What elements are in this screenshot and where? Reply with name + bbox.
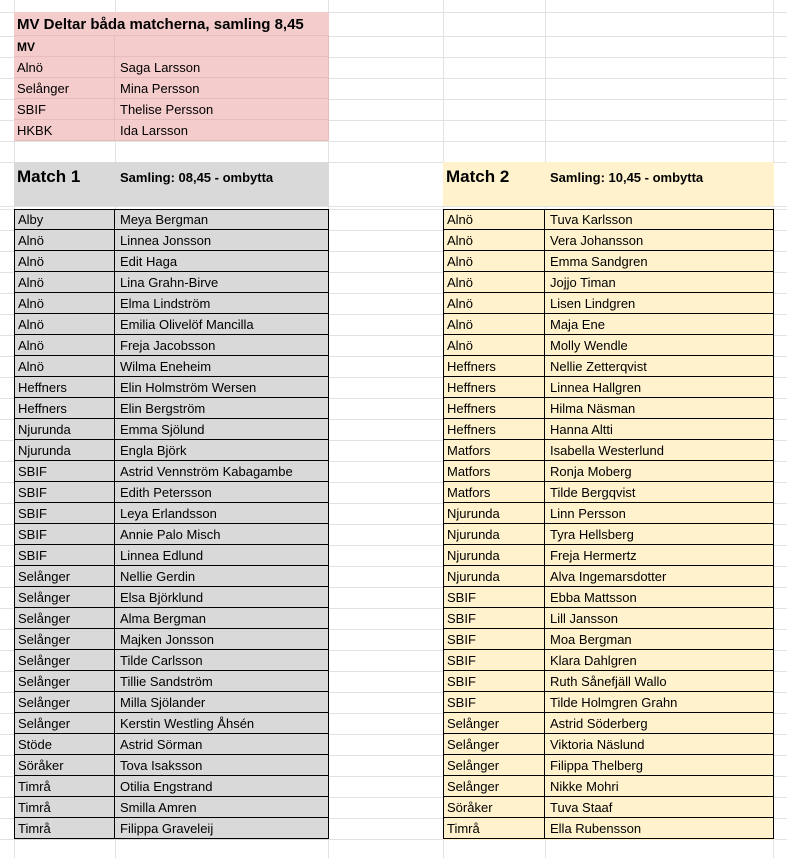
table-row: [443, 398, 774, 419]
player-name-cell[interactable]: Nellie Gerdin: [115, 566, 329, 587]
player-name-cell[interactable]: Majken Jonsson: [115, 629, 329, 650]
table-row: [14, 713, 329, 734]
club-cell[interactable]: Selånger: [14, 650, 115, 671]
table-row: [443, 272, 774, 293]
table-row: [443, 377, 774, 398]
player-name-cell[interactable]: Elin Holmström Wersen: [115, 377, 329, 398]
table-row: [14, 440, 329, 461]
club-cell[interactable]: Heffners: [443, 398, 545, 419]
player-name-cell[interactable]: Engla Björk: [115, 440, 329, 461]
club-cell[interactable]: Selånger: [14, 713, 115, 734]
match1-samling[interactable]: Samling: 08,45 - ombytta: [120, 169, 274, 185]
table-row: [443, 713, 774, 734]
player-name-cell[interactable]: Annie Palo Misch: [115, 524, 329, 545]
club-cell[interactable]: Alnö: [443, 230, 545, 251]
player-name-cell[interactable]: Mina Persson: [115, 78, 329, 99]
table-row: [14, 692, 329, 713]
player-name-cell[interactable]: Astrid Vennström Kabagambe: [115, 461, 329, 482]
club-cell[interactable]: Alnö: [14, 335, 115, 356]
player-name-cell[interactable]: Tyra Hellsberg: [545, 524, 774, 545]
table-row: [14, 120, 329, 141]
table-row: [443, 356, 774, 377]
player-name-cell[interactable]: Ida Larsson: [115, 120, 329, 141]
player-name-cell[interactable]: Freja Hermertz: [545, 545, 774, 566]
club-cell[interactable]: Alnö: [14, 251, 115, 272]
club-cell[interactable]: Alnö: [14, 57, 115, 78]
player-name-cell[interactable]: Tilde Holmgren Grahn: [545, 692, 774, 713]
player-name-cell[interactable]: Molly Wendle: [545, 335, 774, 356]
table-row: [14, 545, 329, 566]
club-cell[interactable]: Söråker: [443, 797, 545, 818]
club-cell[interactable]: Stöde: [14, 734, 115, 755]
match2-header: [443, 162, 774, 206]
club-cell[interactable]: Matfors: [443, 461, 545, 482]
player-name-cell[interactable]: Lisen Lindgren: [545, 293, 774, 314]
player-name-cell[interactable]: Smilla Amren: [115, 797, 329, 818]
club-cell[interactable]: SBIF: [14, 99, 115, 120]
player-name-cell[interactable]: Tuva Karlsson: [545, 209, 774, 230]
club-cell[interactable]: SBIF: [14, 503, 115, 524]
player-name-cell[interactable]: Hanna Altti: [545, 419, 774, 440]
table-row: [14, 377, 329, 398]
player-name-cell[interactable]: Alva Ingemarsdotter: [545, 566, 774, 587]
table-row: [14, 755, 329, 776]
club-cell[interactable]: Selånger: [14, 587, 115, 608]
player-name-cell[interactable]: Moa Bergman: [545, 629, 774, 650]
table-row: [443, 818, 774, 839]
club-cell[interactable]: Alnö: [14, 314, 115, 335]
player-name-cell[interactable]: Wilma Eneheim: [115, 356, 329, 377]
club-cell[interactable]: Alnö: [14, 293, 115, 314]
club-cell[interactable]: Selånger: [14, 671, 115, 692]
table-row: [443, 440, 774, 461]
player-name-cell[interactable]: Lill Jansson: [545, 608, 774, 629]
table-row: [443, 776, 774, 797]
table-row: [443, 335, 774, 356]
club-cell[interactable]: Matfors: [443, 482, 545, 503]
club-cell[interactable]: HKBK: [14, 120, 115, 141]
club-cell[interactable]: Selånger: [443, 713, 545, 734]
table-row: [14, 419, 329, 440]
player-name-cell[interactable]: Linn Persson: [545, 503, 774, 524]
club-cell[interactable]: Selånger: [14, 692, 115, 713]
player-name-cell[interactable]: Leya Erlandsson: [115, 503, 329, 524]
table-row: [443, 671, 774, 692]
player-name-cell[interactable]: Emilia Olivelöf Mancilla: [115, 314, 329, 335]
club-cell[interactable]: Alnö: [443, 335, 545, 356]
player-name-cell[interactable]: Meya Bergman: [115, 209, 329, 230]
club-cell[interactable]: Alnö: [14, 272, 115, 293]
player-name-cell[interactable]: Tuva Staaf: [545, 797, 774, 818]
match1-table: [14, 209, 329, 840]
table-row: [14, 251, 329, 272]
table-row: [443, 566, 774, 587]
table-row: [14, 629, 329, 650]
club-cell[interactable]: Timrå: [14, 797, 115, 818]
player-name-cell[interactable]: Tilde Bergqvist: [545, 482, 774, 503]
club-cell[interactable]: Alnö: [443, 293, 545, 314]
player-name-cell[interactable]: Edit Haga: [115, 251, 329, 272]
table-row: [14, 650, 329, 671]
table-row: [14, 293, 329, 314]
club-cell[interactable]: Njurunda: [443, 503, 545, 524]
table-row: [443, 608, 774, 629]
table-row: [443, 230, 774, 251]
table-row: [443, 503, 774, 524]
match1-title[interactable]: Match 1: [17, 167, 81, 186]
table-row: [14, 482, 329, 503]
player-name-cell[interactable]: Elin Bergström: [115, 398, 329, 419]
player-name-cell[interactable]: Ella Rubensson: [545, 818, 774, 839]
table-row: [14, 587, 329, 608]
club-cell[interactable]: Njurunda: [14, 419, 115, 440]
club-cell[interactable]: SBIF: [443, 650, 545, 671]
club-cell[interactable]: Alnö: [14, 356, 115, 377]
player-name-cell[interactable]: Edith Petersson: [115, 482, 329, 503]
club-cell[interactable]: SBIF: [443, 587, 545, 608]
table-row: [14, 461, 329, 482]
club-cell[interactable]: Matfors: [443, 440, 545, 461]
player-name-cell[interactable]: Tillie Sandström: [115, 671, 329, 692]
club-cell[interactable]: Alnö: [443, 314, 545, 335]
table-row: [14, 314, 329, 335]
table-row: [14, 209, 329, 230]
player-name-cell[interactable]: Elma Lindström: [115, 293, 329, 314]
club-cell[interactable]: Selånger: [443, 755, 545, 776]
club-cell[interactable]: Heffners: [14, 377, 115, 398]
table-row: [14, 524, 329, 545]
player-name-cell[interactable]: Astrid Sörman: [115, 734, 329, 755]
club-cell[interactable]: Njurunda: [443, 566, 545, 587]
player-name-cell[interactable]: Nellie Zetterqvist: [545, 356, 774, 377]
table-row: [14, 818, 329, 839]
table-row: [14, 356, 329, 377]
club-cell[interactable]: Njurunda: [14, 440, 115, 461]
club-cell[interactable]: Söråker: [14, 755, 115, 776]
table-row: [14, 734, 329, 755]
table-row: [14, 398, 329, 419]
match2-samling[interactable]: Samling: 10,45 - ombytta: [550, 169, 704, 185]
player-name-cell[interactable]: Freja Jacobsson: [115, 335, 329, 356]
player-name-cell[interactable]: Linnea Hallgren: [545, 377, 774, 398]
club-cell[interactable]: Alnö: [443, 209, 545, 230]
player-name-cell[interactable]: Jojjo Timan: [545, 272, 774, 293]
table-row: [14, 797, 329, 818]
player-name-cell[interactable]: Nikke Mohri: [545, 776, 774, 797]
player-name-cell[interactable]: Emma Sandgren: [545, 251, 774, 272]
club-cell[interactable]: SBIF: [14, 482, 115, 503]
club-cell[interactable]: Heffners: [443, 419, 545, 440]
table-row: [14, 272, 329, 293]
club-cell[interactable]: Heffners: [14, 398, 115, 419]
mv-title[interactable]: MV Deltar båda matcherna, samling 8,45: [14, 12, 329, 36]
table-row: [14, 566, 329, 587]
player-name-cell[interactable]: Viktoria Näslund: [545, 734, 774, 755]
empty-cell[interactable]: [115, 36, 329, 57]
table-row: [443, 314, 774, 335]
player-name-cell[interactable]: Ebba Mattsson: [545, 587, 774, 608]
player-name-cell[interactable]: Saga Larsson: [115, 57, 329, 78]
table-row: [443, 524, 774, 545]
club-cell[interactable]: Selånger: [443, 734, 545, 755]
table-row: [14, 335, 329, 356]
club-cell[interactable]: SBIF: [14, 524, 115, 545]
table-row: [443, 734, 774, 755]
player-name-cell[interactable]: Milla Sjölander: [115, 692, 329, 713]
club-cell[interactable]: SBIF: [14, 461, 115, 482]
player-name-cell[interactable]: Filippa Thelberg: [545, 755, 774, 776]
table-row: [443, 482, 774, 503]
player-name-cell[interactable]: Klara Dahlgren: [545, 650, 774, 671]
player-name-cell[interactable]: Ronja Moberg: [545, 461, 774, 482]
table-row: [443, 650, 774, 671]
club-cell[interactable]: Selånger: [443, 776, 545, 797]
player-name-cell[interactable]: Tova Isaksson: [115, 755, 329, 776]
player-name-cell[interactable]: Ruth Sånefjäll Wallo: [545, 671, 774, 692]
table-row: [443, 461, 774, 482]
player-name-cell[interactable]: Linnea Jonsson: [115, 230, 329, 251]
table-row: [443, 587, 774, 608]
player-name-cell[interactable]: Astrid Söderberg: [545, 713, 774, 734]
table-row: [443, 692, 774, 713]
club-cell[interactable]: Alby: [14, 209, 115, 230]
mv-subhead[interactable]: MV: [14, 36, 115, 57]
player-name-cell[interactable]: Hilma Näsman: [545, 398, 774, 419]
table-row: [443, 209, 774, 230]
table-row: [443, 629, 774, 650]
gridline: [0, 206, 787, 207]
player-name-cell[interactable]: Filippa Graveleij: [115, 818, 329, 839]
table-row: [14, 230, 329, 251]
club-cell[interactable]: Alnö: [443, 251, 545, 272]
player-name-cell[interactable]: Alma Bergman: [115, 608, 329, 629]
club-cell[interactable]: SBIF: [443, 629, 545, 650]
club-cell[interactable]: Njurunda: [443, 545, 545, 566]
club-cell[interactable]: Alnö: [443, 272, 545, 293]
player-name-cell[interactable]: Otilia Engstrand: [115, 776, 329, 797]
club-cell[interactable]: Selånger: [14, 566, 115, 587]
mv-block: [14, 12, 329, 141]
player-name-cell[interactable]: Maja Ene: [545, 314, 774, 335]
table-row: [443, 755, 774, 776]
club-cell[interactable]: Heffners: [443, 377, 545, 398]
gridline: [0, 141, 787, 142]
club-cell[interactable]: Timrå: [14, 776, 115, 797]
player-name-cell[interactable]: Kerstin Westling Åhsén: [115, 713, 329, 734]
club-cell[interactable]: Alnö: [14, 230, 115, 251]
club-cell[interactable]: SBIF: [443, 692, 545, 713]
player-name-cell[interactable]: Vera Johansson: [545, 230, 774, 251]
match1-header: [14, 162, 329, 206]
club-cell[interactable]: SBIF: [443, 608, 545, 629]
player-name-cell[interactable]: Emma Sjölund: [115, 419, 329, 440]
table-row: [443, 797, 774, 818]
table-row: [14, 78, 329, 99]
player-name-cell[interactable]: Isabella Westerlund: [545, 440, 774, 461]
club-cell[interactable]: Njurunda: [443, 524, 545, 545]
player-name-cell[interactable]: Thelise Persson: [115, 99, 329, 120]
table-row: [443, 251, 774, 272]
table-row: [14, 503, 329, 524]
match2-table: [443, 209, 774, 840]
table-row: [443, 419, 774, 440]
club-cell[interactable]: Timrå: [14, 818, 115, 839]
club-cell[interactable]: Selånger: [14, 608, 115, 629]
player-name-cell[interactable]: Tilde Carlsson: [115, 650, 329, 671]
club-cell[interactable]: Selånger: [14, 78, 115, 99]
table-row: [443, 293, 774, 314]
match2-title[interactable]: Match 2: [446, 167, 510, 186]
club-cell[interactable]: SBIF: [443, 671, 545, 692]
player-name-cell[interactable]: Elsa Björklund: [115, 587, 329, 608]
club-cell[interactable]: Selånger: [14, 629, 115, 650]
club-cell[interactable]: Timrå: [443, 818, 545, 839]
table-row: [14, 776, 329, 797]
table-row: [14, 608, 329, 629]
club-cell[interactable]: Heffners: [443, 356, 545, 377]
club-cell[interactable]: SBIF: [14, 545, 115, 566]
table-row: [14, 671, 329, 692]
table-row: [14, 99, 329, 120]
table-row: [443, 545, 774, 566]
player-name-cell[interactable]: Linnea Edlund: [115, 545, 329, 566]
table-row: [14, 57, 329, 78]
player-name-cell[interactable]: Lina Grahn-Birve: [115, 272, 329, 293]
